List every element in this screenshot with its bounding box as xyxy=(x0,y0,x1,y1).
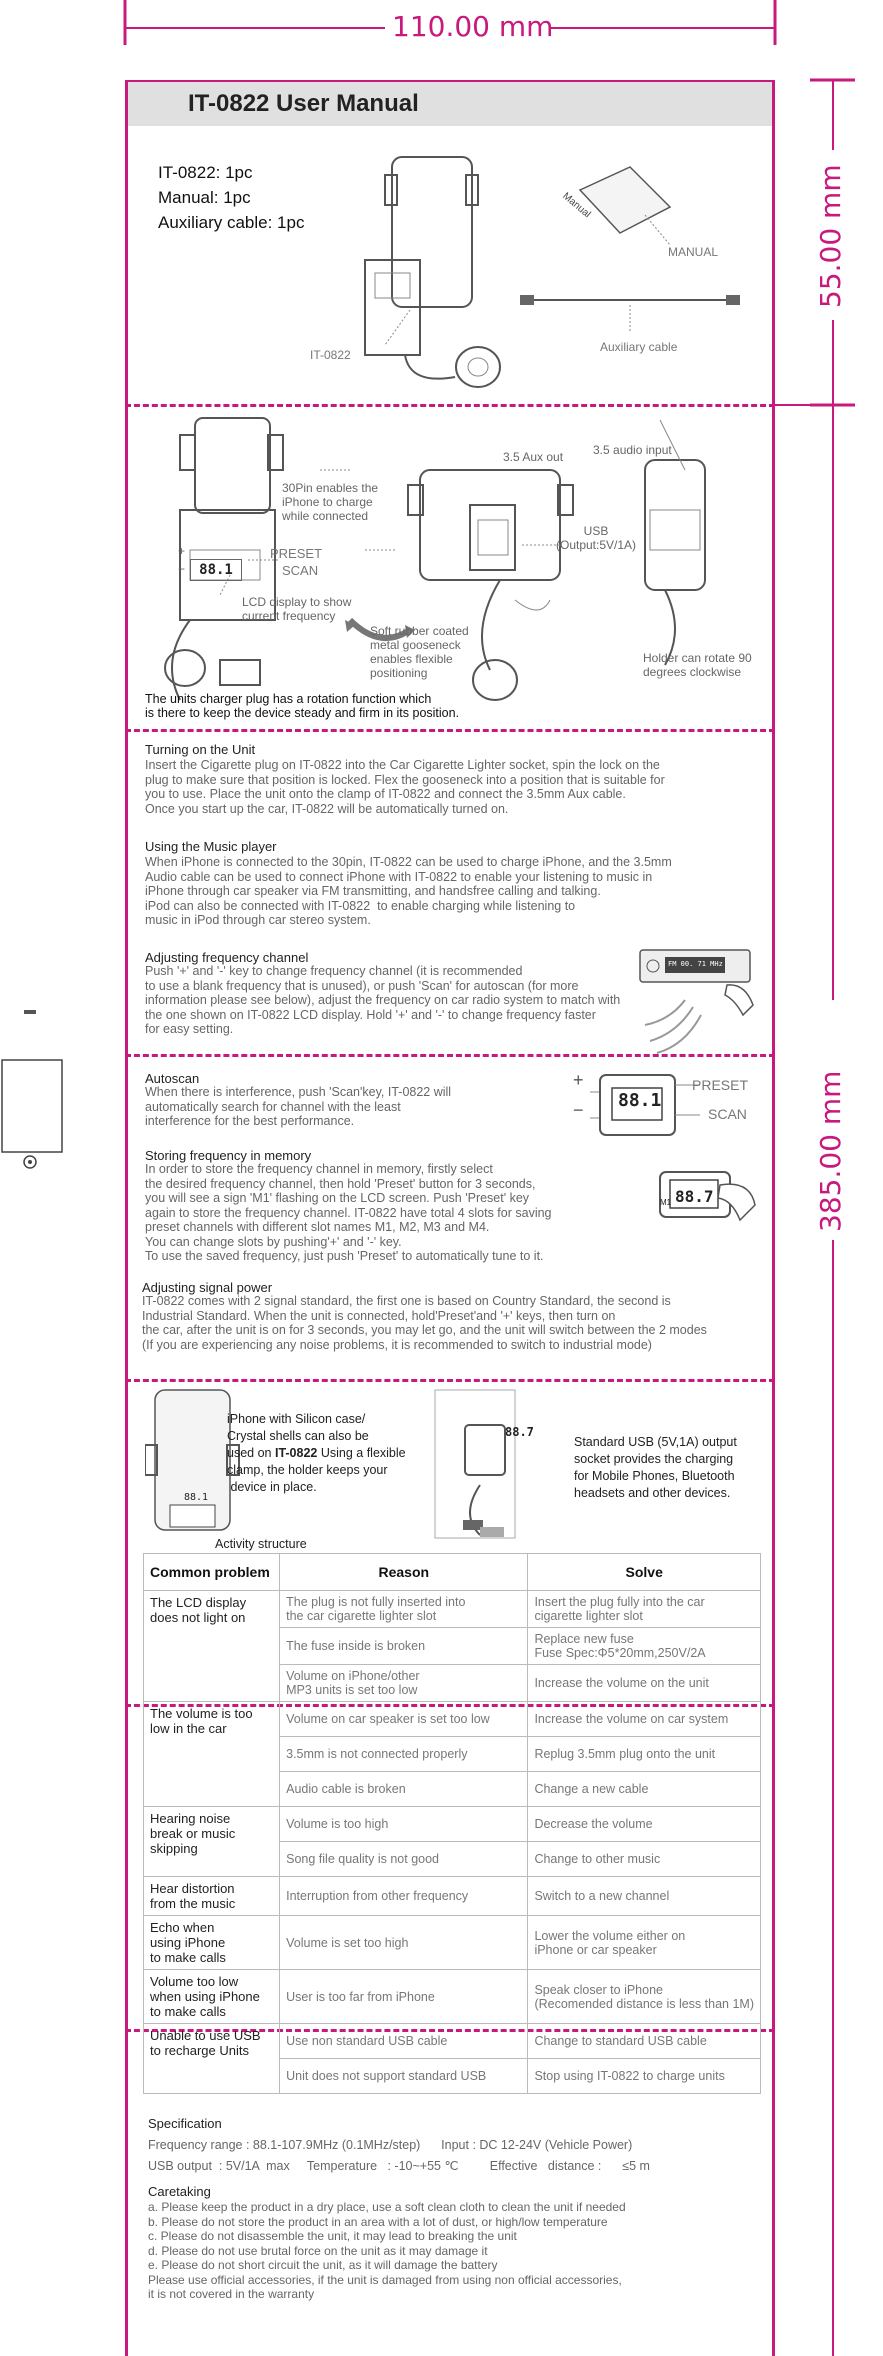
header-bar xyxy=(128,82,772,126)
table-header: Common problem xyxy=(144,1554,280,1591)
freq-text: Push '+' and '-' key to change frequency channel (it is recommended to use a blank frequency that is unused), or push 'Scan' for autoscan (for more information please see below), adjust the frequency on car radio system to match with the one shown on IT-0822 LCD display. Hold '+' and '-' to change frequency faster for easy setting. xyxy=(145,964,621,1036)
autoscan-title: Autoscan xyxy=(145,1071,200,1086)
silicon-note-pre: iPhone with Silicon case/ Crystal shells can also be used on xyxy=(227,1412,369,1460)
music-title: Using the Music player xyxy=(145,839,277,854)
problem-cell: Unable to use USB to recharge Units xyxy=(144,2024,280,2094)
fold-line xyxy=(125,1379,775,1382)
table-row xyxy=(144,2024,761,2059)
reason-cell: Audio cable is broken xyxy=(280,1772,528,1807)
manual-cover-text: Manual xyxy=(560,190,593,221)
unit-label: IT-0822 xyxy=(310,348,351,362)
spec-line: Frequency range : 88.1-107.9MHz (0.1MHz/step) Input : DC 12-24V (Vehicle Power) xyxy=(148,2138,633,2152)
reason-cell: The plug is not fully inserted into the car cigarette lighter slot xyxy=(280,1591,528,1628)
reason-cell: Volume is set too high xyxy=(280,1916,528,1970)
reason-cell: Unit does not support standard USB xyxy=(280,2059,528,2094)
silicon-note-post: Using a flexible clamp, the holder keeps your device in place. xyxy=(227,1446,406,1494)
minus-key: − xyxy=(178,562,186,576)
turn-on-title: Turning on the Unit xyxy=(145,742,256,757)
content-cable: Auxiliary cable: 1pc xyxy=(158,213,305,232)
car-radio-frequency: FM 00. 71 MHz xyxy=(668,960,723,968)
table-row xyxy=(144,1877,761,1916)
solve-cell: Stop using IT-0822 to charge units xyxy=(528,2059,761,2094)
reason-cell: Song file quality is not good xyxy=(280,1842,528,1877)
reason-cell: Volume on car speaker is set too low xyxy=(280,1702,528,1737)
preset-label: PRESET xyxy=(270,546,323,561)
memory-slot: M1 xyxy=(660,1198,672,1207)
reason-cell: User is too far from iPhone xyxy=(280,1970,528,2024)
music-text: When iPhone is connected to the 30pin, IT-0822 can be used to charge iPhone, and the 3.5mm Audio cable can be used to connect iPhone with IT-0822 to enable your listening to music in iPhone through car speaker via FM transmitting, and handsfree calling and talking. iPod can also be connected with IT-0822 to enable charging while listening to music in iPod through car stereo system. xyxy=(145,855,672,927)
memory-text: In order to store the frequency channel in memory, firstly select the desired frequency channel, then hold 'Preset' button for 3 seconds, you will see a sign 'M1' flashing on the LCD screen. Push 'Preset' key again to store the frequency channel. IT-0822 have total 4 slots for saving preset channels with different slot names M1, M2, M3 and M4. You can change slots by pushing'+' and '-' key. To use the saved frequency, just push 'Preset' to automatically tune to it. xyxy=(145,1162,552,1263)
table-header: Solve xyxy=(528,1554,761,1591)
problem-cell: The LCD display does not light on xyxy=(144,1591,280,1702)
cable-label: Auxiliary cable xyxy=(600,340,678,354)
package-illustration xyxy=(330,145,750,395)
scan-label: SCAN xyxy=(282,563,319,578)
content-unit: IT-0822: 1pc xyxy=(158,163,253,182)
solve-cell: Change a new cable xyxy=(528,1772,761,1807)
solve-cell: Change to standard USB cable xyxy=(528,2024,761,2059)
usb-lcd: 88.7 xyxy=(505,1425,534,1439)
charger-note: The units charger plug has a rotation function which is there to keep the device steady and firm in its position. xyxy=(145,692,460,720)
troubleshooting-table xyxy=(143,1553,761,2094)
table-row xyxy=(144,1591,761,1628)
solve-cell: Speak closer to iPhone (Recomended distance is less than 1M) xyxy=(528,1970,761,2024)
solve-cell: Switch to a new channel xyxy=(528,1877,761,1916)
solve-cell: Insert the plug fully into the car cigarette lighter slot xyxy=(528,1591,761,1628)
audio-input-label: 3.5 audio input xyxy=(593,443,672,457)
panel-minus: − xyxy=(573,1100,584,1120)
solve-cell: Decrease the volume xyxy=(528,1807,761,1842)
spec-line: USB output : 5V/1A max Temperature : -10~+55 ℃ Effective distance : ≤5 m xyxy=(148,2159,650,2173)
solve-cell: Replug 3.5mm plug onto the unit xyxy=(528,1737,761,1772)
freq-title: Adjusting frequency channel xyxy=(145,950,309,965)
table-row xyxy=(144,1702,761,1737)
signal-text: IT-0822 comes with 2 signal standard, the first one is based on Country Standard, the second is Industrial Standard. When the unit is connected, hold'Preset'and '+' keys, then turn on the car, after the unit is on for 3 seconds, you may let go, and the unit will switch between the 2 modes (If you are experiencing any noise problems, it is recommended to switch to industrial mode) xyxy=(142,1294,707,1352)
side-fold-mark xyxy=(0,1005,70,1175)
lcd-note: LCD display to show current frequency xyxy=(242,595,352,623)
reason-cell: Volume is too high xyxy=(280,1807,528,1842)
solve-cell: Increase the volume on the unit xyxy=(528,1665,761,1702)
panel-scan: SCAN xyxy=(708,1106,747,1122)
width-dimension: 110.00 mm xyxy=(392,10,554,43)
panel-plus: + xyxy=(573,1070,584,1090)
problem-cell: The volume is too low in the car xyxy=(144,1702,280,1807)
problem-cell: Hearing noise break or music skipping xyxy=(144,1807,280,1877)
usb-label: USB (Output:5V/1A) xyxy=(556,524,637,552)
solve-cell: Replace new fuse Fuse Spec:Φ5*20mm,250V/2A xyxy=(528,1628,761,1665)
panel-preset: PRESET xyxy=(692,1077,749,1093)
rotate-note: Holder can rotate 90 degrees clockwise xyxy=(643,651,752,679)
usb-note: Standard USB (5V,1A) output socket provides the charging for Mobile Phones, Bluetooth headsets and other devices. xyxy=(574,1435,737,1500)
extras-lcd: 88.1 xyxy=(184,1492,209,1503)
table-row xyxy=(144,1807,761,1842)
panel-lcd: 88.1 xyxy=(618,1090,662,1111)
fold-line xyxy=(125,729,775,732)
autoscan-text: When there is interference, push 'Scan'key, IT-0822 will automatically search for channel with the least interference for the best performance. xyxy=(145,1085,452,1128)
caretaking-title: Caretaking xyxy=(148,2184,211,2199)
silicon-note xyxy=(227,1411,406,1496)
table-row xyxy=(144,1916,761,1970)
reason-cell: 3.5mm is not connected properly xyxy=(280,1737,528,1772)
pin-note: 30Pin enables the iPhone to charge while connected xyxy=(282,481,379,523)
aux-out-label: 3.5 Aux out xyxy=(503,450,564,464)
table-header: Reason xyxy=(280,1554,528,1591)
reason-cell: Use non standard USB cable xyxy=(280,2024,528,2059)
solve-cell: Increase the volume on car system xyxy=(528,1702,761,1737)
signal-title: Adjusting signal power xyxy=(142,1280,273,1295)
table-row xyxy=(144,1970,761,2024)
reason-cell: The fuse inside is broken xyxy=(280,1628,528,1665)
top-height-dimension: 55.00 mm xyxy=(814,164,847,308)
fold-line xyxy=(125,404,775,407)
turn-on-text: Insert the Cigarette plug on IT-0822 into the Car Cigarette Lighter socket, spin the lock on the plug to make sure that position is locked. Flex the gooseneck into a position that is suitable for you to use. Place the unit onto the clamp of IT-0822 and connect the 3.5mm Aux cable. Once you start up the car, IT-0822 will be automatically turned on. xyxy=(145,758,665,816)
solve-cell: Change to other music xyxy=(528,1842,761,1877)
problem-cell: Volume too low when using iPhone to make calls xyxy=(144,1970,280,2024)
problem-cell: Echo when using iPhone to make calls xyxy=(144,1916,280,1970)
reason-cell: Volume on iPhone/other MP3 units is set too low xyxy=(280,1665,528,1702)
memory-title: Storing frequency in memory xyxy=(145,1148,312,1163)
lcd-display: 88.1 xyxy=(190,559,242,581)
total-height-dimension: 385.00 mm xyxy=(814,1070,847,1232)
problem-cell: Hear distortion from the music xyxy=(144,1877,280,1916)
caretaking-text: a. Please keep the product in a dry place, use a soft clean cloth to clean the unit if needed b. Please do not store the product in an area with a lot of dust, or high/low temperature c. Please do not disassemble the unit, it may lead to breaking the unit d. Please do not use brutal force on the unit as it may damage it e. Please do not short circuit the unit, as it will damage the battery Please use official accessories, if the unit is damaged from using non official accessories, it is not covered in the warranty xyxy=(148,2200,626,2301)
memory-lcd: 88.7 xyxy=(675,1187,714,1206)
solve-cell: Lower the volume either on iPhone or car speaker xyxy=(528,1916,761,1970)
package-contents xyxy=(158,160,304,235)
manual-label: MANUAL xyxy=(668,245,719,259)
activity-label: Activity structure xyxy=(215,1537,307,1551)
content-manual: Manual: 1pc xyxy=(158,188,251,207)
gooseneck-note: Soft rubber coated metal gooseneck enables flexible positioning xyxy=(370,624,469,680)
plus-key: + xyxy=(178,544,186,558)
reason-cell: Interruption from other frequency xyxy=(280,1877,528,1916)
spec-title: Specification xyxy=(148,2116,222,2131)
page-title: IT-0822 User Manual xyxy=(188,90,419,117)
silicon-note-model: IT-0822 xyxy=(274,1446,318,1460)
